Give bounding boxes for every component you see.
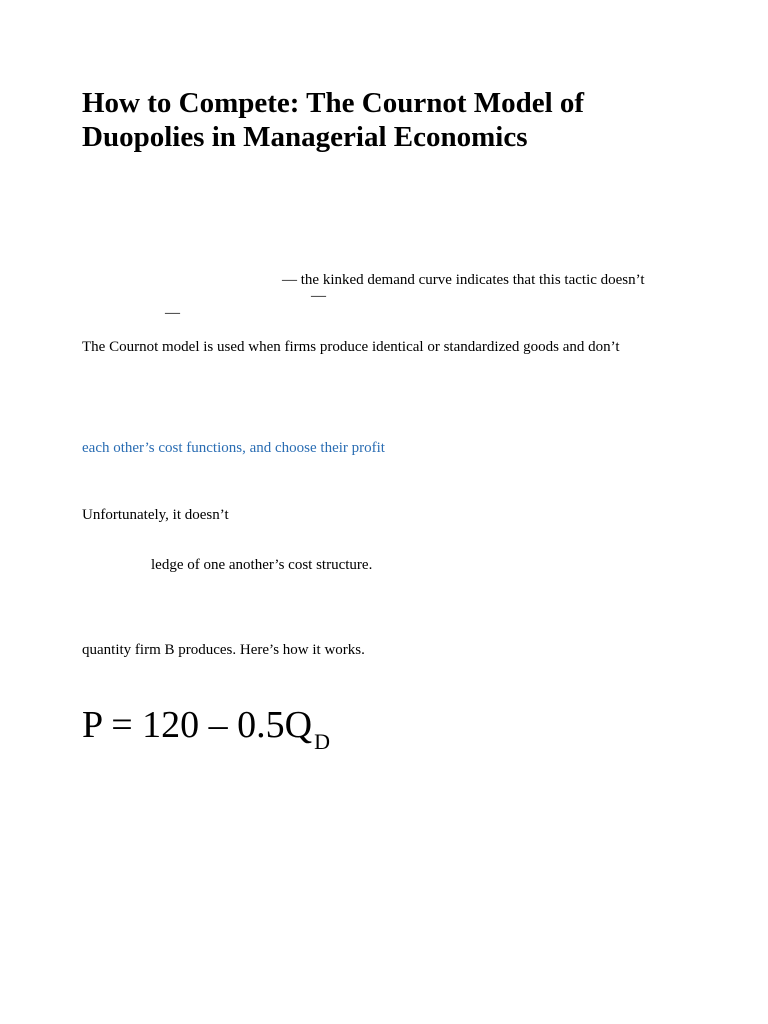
em-dash-1: — <box>311 288 326 304</box>
article-title: How to Compete: The Cournot Model of Duopolies in Managerial Economics <box>82 87 585 153</box>
cournot-intro-line: The Cournot model is used when firms produce identical or standardized goods and don’t <box>82 339 620 355</box>
formula-main: P = 120 – 0.5Q <box>82 704 313 746</box>
knowledge-line: ledge of one another’s cost structure. <box>151 557 373 573</box>
quantity-line: quantity firm B produces. Here’s how it works. <box>82 642 365 658</box>
kinked-demand-line: — the kinked demand curve indicates that this tactic doesn’t <box>282 272 645 288</box>
highlighted-text[interactable]: each other’s cost functions, and choose their profit <box>82 440 385 456</box>
formula-subscript: D <box>314 729 330 754</box>
demand-formula <box>82 703 330 752</box>
unfortunately-line: Unfortunately, it doesn’t <box>82 507 229 523</box>
em-dash-2: — <box>165 305 180 321</box>
